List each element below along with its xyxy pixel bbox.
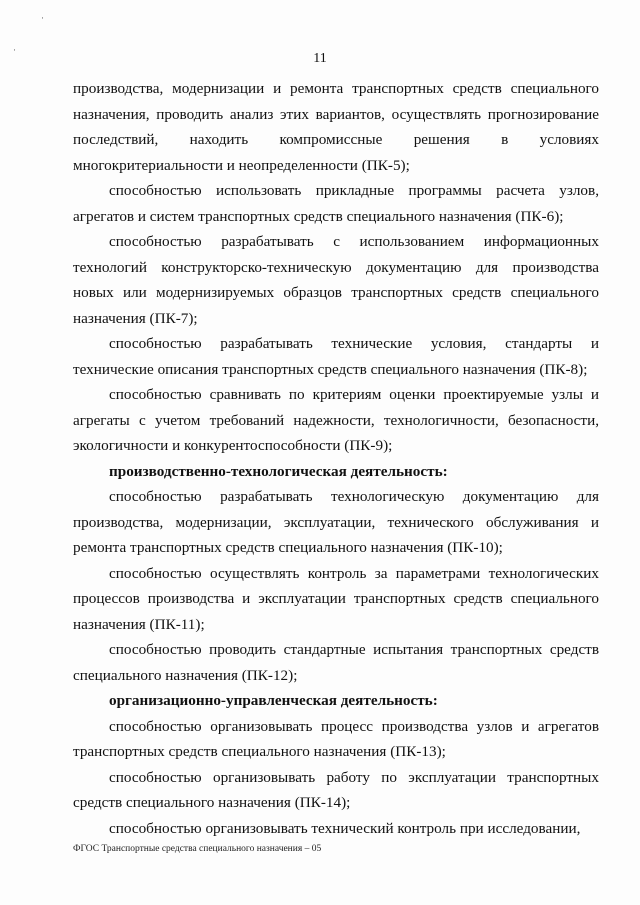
section-heading-management: организационно-управленческая деятельность: bbox=[109, 692, 438, 709]
paragraph-pk11: способностью осуществлять контроль за параметрами технологических процессов производства и эксплуатации транспортных средств специального назначения (ПК-11); bbox=[73, 564, 599, 633]
scan-speck: · bbox=[41, 13, 44, 23]
paragraph-pk10: способностью разрабатывать технологическую документацию для производства, модернизации, эксплуатации, технического обслуживания и ремонта транспортных средств специального назначения (ПК-10); bbox=[73, 488, 599, 556]
paragraph-pk12: способностью проводить стандартные испытания транспортных средств специального назначения (ПК-12); bbox=[73, 641, 599, 684]
paragraph-pk13: способностью организовывать процесс производства узлов и агрегатов транспортных средств специального назначения (ПК-13); bbox=[73, 717, 599, 760]
paragraph-pk15-start: способностью организовывать технический контроль при исследовании, bbox=[109, 819, 581, 837]
page-number: 11 bbox=[313, 51, 327, 66]
document-body bbox=[73, 76, 599, 841]
paragraph-pk8: способностью разрабатывать технические условия, стандарты и технические описания транспортных средств специального назначения (ПК-8); bbox=[73, 335, 599, 378]
paragraph-pk14: способностью организовывать работу по эксплуатации транспортных средств специального назначения (ПК-14); bbox=[73, 768, 599, 811]
section-heading-production: производственно-технологическая деятельность: bbox=[109, 462, 448, 480]
paragraph-pk7: способностью разрабатывать с использованием информационных технологий конструкторско-техническую документацию для производства новых или модернизируемых образцов транспортных средств специального назначения (ПК-7); bbox=[73, 233, 599, 327]
paragraph-pk6: способностью использовать прикладные программы расчета узлов, агрегатов и систем транспортных средств специального назначения (ПК-6); bbox=[73, 182, 599, 225]
page-footer: ФГОС Транспортные средства специального назначения – 05 bbox=[73, 844, 322, 854]
paragraph-pk9: способностью сравнивать по критериям оценки проектируемые узлы и агрегаты с учетом требований надежности, технологичности, безопасности, экологичности и конкурентоспособности (ПК-9); bbox=[73, 386, 599, 454]
scan-speck: · bbox=[13, 45, 16, 55]
paragraph-continuation: производства, модернизации и ремонта транспортных средств специального назначения, проводить анализ этих вариантов, осуществлять прогнозирование последствий, находить компромиссные решения в условиях многокритериальности и неопределенности (ПК-5); bbox=[73, 80, 599, 174]
